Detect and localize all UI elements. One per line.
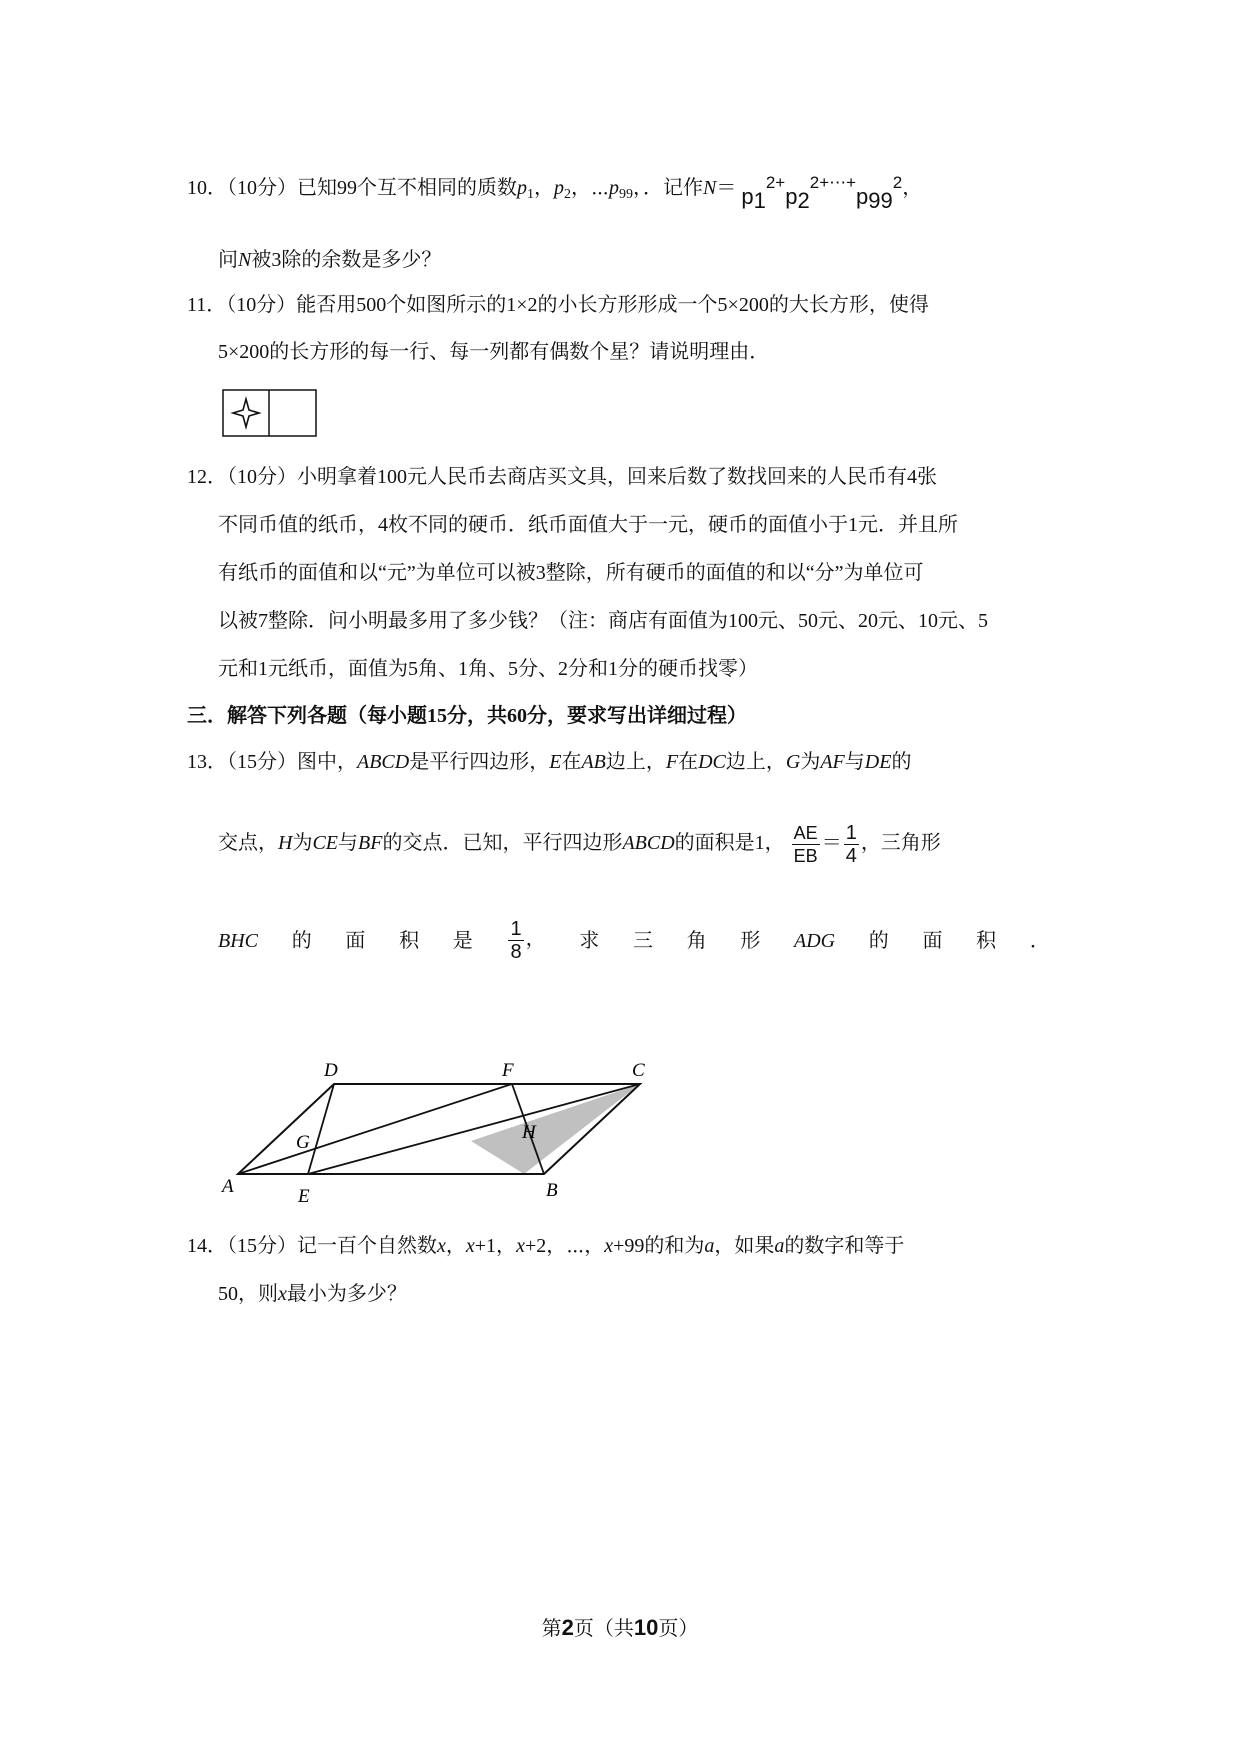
q13-word: 求 (579, 929, 600, 952)
q13-var: AF (820, 751, 845, 773)
q10-N: N (703, 177, 717, 199)
q13-text: 为 (800, 751, 821, 773)
q10-p2: p (554, 177, 564, 199)
q13-text: 13．（15分）图中， (187, 751, 357, 773)
q10-formula (741, 173, 903, 213)
q11-line2: 5×200的长方形的每一行、每一列都有偶数个星？请说明理由． (218, 341, 770, 363)
formula-sub: 2 (797, 188, 810, 213)
q13-line3 (218, 918, 1050, 963)
q10-N: N (238, 249, 252, 271)
q13-var: H (278, 832, 293, 855)
q10-p99-sub: 99 (619, 187, 633, 202)
fraction-numerator: 1 (845, 822, 857, 844)
label-f: F (502, 1060, 514, 1081)
fraction-denominator: 8 (510, 941, 522, 963)
q14-text: 最小为多少？ (286, 1283, 407, 1305)
q13-text: 与 (844, 751, 865, 773)
q10-text: ， (902, 177, 923, 199)
q13-word: 的 (868, 929, 889, 952)
fraction-denominator: 4 (845, 845, 857, 867)
q13-var: F (665, 751, 679, 773)
q14-var: a (704, 1235, 715, 1257)
q10-eq: ＝ (716, 177, 737, 199)
q13-word: 面 (345, 929, 366, 952)
q14-text: +2，⋯， (524, 1235, 605, 1257)
q12-line1: 12．（10分）小明拿着100元人民币去商店买文具，回来后数了数找回来的人民币有4张 (187, 466, 937, 488)
q13-text: 的交点．已知，平行四边形 (382, 832, 623, 855)
q13-var: CE (312, 832, 339, 855)
label-g: G (296, 1132, 310, 1153)
footer-text: 第 (541, 1618, 562, 1640)
q10-p1: p (517, 177, 527, 199)
q13-text: 与 (338, 832, 359, 855)
page-number: 2 (561, 1615, 574, 1640)
footer-text: 页（共 (573, 1618, 634, 1640)
q14-text: +99的和为 (613, 1235, 705, 1257)
q10-comma: ， (534, 177, 554, 199)
footer-text: 页） (658, 1618, 699, 1640)
q14-text: ，如果 (714, 1235, 775, 1257)
q14-line2 (218, 1279, 407, 1309)
q13-var: DC (698, 751, 726, 773)
fraction-one-eighth-group (506, 918, 545, 963)
q13-text: 在 (561, 751, 582, 773)
q14-var: x (516, 1235, 525, 1257)
q14-text: +1， (474, 1235, 517, 1257)
q10-text: 被3除的余数是多少？ (251, 249, 442, 271)
q13-line2 (218, 822, 941, 867)
segment-ce (308, 1084, 640, 1174)
fraction-numerator: AE (793, 823, 818, 843)
q10-p99: p (609, 177, 619, 199)
label-d: D (324, 1060, 338, 1081)
q13-text: 交点， (218, 832, 278, 855)
label-b: B (546, 1180, 558, 1201)
q13-word: ， (525, 928, 546, 951)
q13-text: ，三角形 (860, 832, 941, 855)
q10-text: 问 (218, 249, 238, 271)
formula-p: p (785, 184, 798, 209)
q14-text: 14．（15分）记一百个自然数 (187, 1235, 437, 1257)
q10-p1-sub: 1 (527, 187, 534, 202)
formula-sub: 1 (753, 188, 766, 213)
q13-word: 面 (922, 929, 943, 952)
q12-line2: 不同币值的纸币，4枚不同的硬币．纸币面值大于一元，硬币的面值小于1元．并且所 (218, 514, 958, 536)
q13-line1 (187, 747, 911, 777)
q13-var: ABCD (357, 751, 410, 773)
q13-word: 积 (976, 929, 997, 952)
q13-text: 的面积是1， (674, 832, 785, 855)
q13-word: 积 (399, 929, 420, 952)
fraction-denominator: EB (793, 846, 818, 866)
q11-line1: 11．（10分）能否用500个如图所示的1×2的小长方形形成一个5×200的大长方形，使得 (187, 294, 929, 316)
q13-eq: ＝ (821, 832, 842, 855)
q13-word: 的 (291, 929, 312, 952)
q13-var: E (549, 751, 562, 773)
q14-text: ， (445, 1235, 466, 1257)
formula-sup: 2+⋯+ (809, 173, 857, 192)
formula-sup: 2 (892, 173, 903, 192)
page-footer (0, 1612, 1240, 1641)
q13-word: 三 (632, 929, 653, 952)
label-a: A (222, 1176, 234, 1197)
q13-text: 是平行四边形， (409, 751, 550, 773)
fraction-numerator: 1 (510, 918, 522, 940)
formula-p: p (856, 184, 869, 209)
q14-text: 的数字和等于 (784, 1235, 905, 1257)
q13-var: DE (864, 751, 892, 773)
q13-var: AB (581, 751, 606, 773)
q13-word: ADG (794, 929, 836, 952)
parallelogram-figure (210, 1050, 670, 1210)
q10-text: 10．（10分）已知99个互不相同的质数 (187, 177, 517, 199)
q10-line1 (187, 168, 922, 216)
q14-var: x (604, 1235, 614, 1257)
q14-var: x (465, 1235, 475, 1257)
fraction-one-eighth (508, 918, 523, 963)
q13-word: 形 (740, 929, 761, 952)
q13-text: 的 (891, 751, 912, 773)
shaded-triangle-bhc (471, 1084, 640, 1174)
fraction-one-quarter (844, 822, 859, 867)
q13-word: 角 (686, 929, 707, 952)
q13-var: BF (358, 832, 383, 855)
star-domino-figure (222, 389, 318, 439)
q13-var: ABCD (622, 832, 675, 855)
q10-text: ，．记作 (633, 177, 703, 199)
page-total: 10 (633, 1615, 659, 1640)
q14-var: x (278, 1283, 287, 1305)
q13-text: 边上， (605, 751, 666, 773)
q10-comma: ，⋯ (571, 177, 609, 199)
label-h: H (522, 1122, 536, 1143)
q12-line4: 以被7整除．问小明最多用了多少钱？（注：商店有面值为100元、50元、20元、10元、5 (218, 610, 988, 632)
q12-line5: 元和1元纸币，面值为5角、1角、5分、2分和1分的硬币找零） (218, 658, 758, 680)
formula-sub: 99 (868, 188, 893, 213)
q12-line3: 有纸币的面值和以“元”为单位可以被3整除，所有硬币的面值的和以“分”为单位可 (218, 562, 924, 584)
formula-sup: 2+ (765, 173, 786, 192)
label-c: C (632, 1060, 645, 1081)
label-e: E (298, 1186, 310, 1207)
q13-word: BHC (218, 929, 258, 952)
q13-text: 为 (292, 832, 313, 855)
q13-text: 在 (678, 751, 699, 773)
formula-p: p (741, 184, 754, 209)
section-heading: 三．解答下列各题（每小题15分，共60分，要求写出详细过程） (187, 705, 747, 727)
q13-var: G (785, 751, 801, 773)
q13-text: 边上， (725, 751, 786, 773)
q10-p2-sub: 2 (564, 187, 571, 202)
q14-var: a (774, 1235, 785, 1257)
q14-text: 50，则 (218, 1283, 278, 1305)
fraction-ae-eb (792, 822, 820, 867)
q13-word: ． (1029, 929, 1050, 952)
q10-line2 (218, 245, 441, 275)
q13-word: 是 (452, 929, 473, 952)
q14-var: x (437, 1235, 446, 1257)
q14-line1 (187, 1231, 904, 1261)
